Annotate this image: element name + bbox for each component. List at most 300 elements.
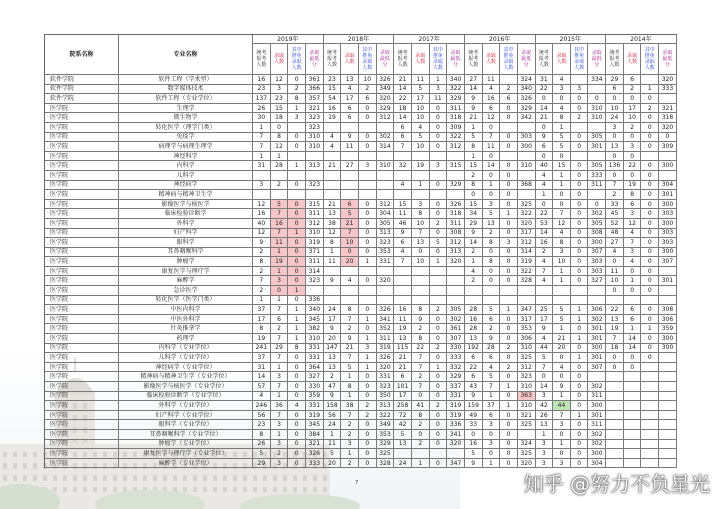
value-cell-applicants: 0 — [536, 94, 554, 104]
value-cell-admitted: 4 — [341, 276, 359, 286]
value-cell-exempt-admitted: 1 — [288, 286, 306, 296]
value-cell-exempt-admitted — [359, 286, 377, 296]
value-cell-admitted: 2 — [271, 324, 289, 334]
value-cell-min-score: 331 — [306, 353, 324, 363]
value-cell-admitted: 3 — [553, 420, 571, 430]
value-cell-exempt-admitted — [641, 152, 659, 162]
value-cell-applicants: 9 — [394, 229, 412, 239]
value-cell-exempt-admitted: 0 — [571, 219, 589, 229]
value-cell-admitted: 2 — [341, 324, 359, 334]
value-cell-exempt-admitted: 2 — [359, 411, 377, 421]
value-cell-min-score: 305 — [588, 133, 606, 143]
value-cell-min-score: 308 — [447, 229, 465, 239]
value-cell-min-score: 301 — [588, 334, 606, 344]
value-cell-min-score: 328 — [518, 276, 536, 286]
value-cell-exempt-admitted: 0 — [571, 104, 589, 114]
value-cell-exempt-admitted: 0 — [359, 133, 377, 143]
value-cell-exempt-admitted — [430, 276, 448, 286]
value-cell-min-score: 325 — [518, 420, 536, 430]
value-cell-min-score: 323 — [377, 238, 395, 248]
value-cell-applicants: 5 — [536, 353, 554, 363]
value-cell-admitted — [624, 449, 642, 459]
value-cell-applicants — [394, 267, 412, 277]
value-cell-admitted — [412, 296, 430, 306]
value-cell-admitted: 0 — [483, 123, 501, 133]
value-cell-exempt-admitted: 0 — [641, 190, 659, 200]
value-cell-applicants: 18 — [394, 104, 412, 114]
value-cell-min-score: 320 — [377, 276, 395, 286]
value-cell-min-score — [377, 296, 395, 306]
value-cell-exempt-admitted: 1 — [571, 305, 589, 315]
value-cell-applicants: 38 — [324, 219, 342, 229]
value-cell-applicants: 6 — [536, 142, 554, 152]
value-cell-admitted — [553, 286, 571, 296]
value-cell-admitted: 3 — [624, 209, 642, 219]
value-cell-min-score — [588, 286, 606, 296]
value-cell-exempt-admitted: 1 — [288, 305, 306, 315]
value-cell-applicants: 13 — [324, 363, 342, 373]
value-cell-applicants: 28 — [465, 324, 483, 334]
value-cell-exempt-admitted: 0 — [641, 113, 659, 123]
value-cell-applicants: 25 — [536, 305, 554, 315]
value-cell-min-score — [518, 190, 536, 200]
value-cell-exempt-admitted — [359, 296, 377, 306]
value-cell-applicants: 16 — [394, 305, 412, 315]
value-cell-applicants: 57 — [253, 382, 271, 392]
value-cell-min-score: 326 — [447, 200, 465, 210]
major-cell: 免疫学 — [119, 133, 253, 143]
value-cell-exempt-admitted: 0 — [430, 411, 448, 421]
value-cell-min-score: 320 — [518, 459, 536, 469]
value-cell-applicants: 9 — [536, 324, 554, 334]
value-cell-exempt-admitted — [571, 152, 589, 162]
value-cell-min-score — [447, 449, 465, 459]
value-cell-applicants: 33 — [465, 420, 483, 430]
value-cell-exempt-admitted: 0 — [359, 459, 377, 469]
value-cell-exempt-admitted: 0 — [571, 209, 589, 219]
value-cell-min-score — [518, 171, 536, 181]
value-cell-exempt-admitted: 0 — [288, 353, 306, 363]
value-cell-applicants: 17 — [324, 315, 342, 325]
value-cell-admitted: 3 — [624, 142, 642, 152]
value-cell-min-score — [659, 363, 677, 373]
major-header: 专业名称 — [119, 35, 253, 75]
value-cell-min-score: 301 — [659, 190, 677, 200]
value-cell-exempt-admitted — [359, 152, 377, 162]
value-cell-applicants: 158 — [324, 401, 342, 411]
value-cell-exempt-admitted: 2 — [430, 344, 448, 354]
value-cell-exempt-admitted: 0 — [500, 133, 518, 143]
major-cell: 肿瘤学 — [119, 257, 253, 267]
value-cell-applicants: 22 — [536, 209, 554, 219]
value-cell-admitted: 3 — [271, 420, 289, 430]
value-cell-applicants: 8 — [253, 257, 271, 267]
value-cell-applicants: 14 — [465, 238, 483, 248]
value-cell-applicants: 4 — [394, 248, 412, 258]
value-cell-admitted: 6 — [483, 353, 501, 363]
value-cell-min-score: 331 — [377, 372, 395, 382]
value-cell-admitted: 0 — [553, 449, 571, 459]
value-cell-exempt-admitted: 2 — [430, 401, 448, 411]
value-cell-admitted: 8 — [412, 411, 430, 421]
dept-cell: 医学院 — [45, 104, 119, 114]
value-cell-exempt-admitted: 0 — [288, 449, 306, 459]
value-cell-applicants: 11 — [394, 209, 412, 219]
value-cell-min-score: 361 — [447, 324, 465, 334]
value-cell-exempt-admitted: 0 — [430, 133, 448, 143]
value-cell-min-score: 312 — [306, 219, 324, 229]
sub-header-applicants: 统考报考人数 — [606, 44, 624, 75]
value-cell-exempt-admitted: 0 — [288, 276, 306, 286]
value-cell-min-score: 345 — [306, 420, 324, 430]
value-cell-exempt-admitted: 2 — [500, 85, 518, 95]
value-cell-applicants — [465, 286, 483, 296]
value-cell-applicants — [394, 276, 412, 286]
value-cell-exempt-admitted: 0 — [571, 229, 589, 239]
value-cell-exempt-admitted: 11 — [430, 94, 448, 104]
value-cell-exempt-admitted: 0 — [359, 305, 377, 315]
value-cell-exempt-admitted: 8 — [288, 94, 306, 104]
value-cell-min-score — [659, 411, 677, 421]
value-cell-applicants: 9 — [324, 276, 342, 286]
value-cell-applicants: 18 — [606, 344, 624, 354]
value-cell-applicants: 7 — [253, 276, 271, 286]
value-cell-min-score: 300 — [588, 238, 606, 248]
value-cell-min-score: 326 — [306, 449, 324, 459]
value-cell-exempt-admitted: 0 — [571, 171, 589, 181]
value-cell-applicants: 13 — [394, 440, 412, 450]
value-cell-exempt-admitted: 0 — [641, 94, 659, 104]
value-cell-min-score — [447, 171, 465, 181]
value-cell-min-score: 313 — [377, 229, 395, 239]
value-cell-exempt-admitted: 0 — [430, 123, 448, 133]
value-cell-admitted: 0 — [553, 372, 571, 382]
value-cell-min-score: 320 — [659, 123, 677, 133]
value-cell-min-score — [306, 190, 324, 200]
dept-cell: 医学院 — [45, 420, 119, 430]
value-cell-exempt-admitted: 0 — [500, 353, 518, 363]
value-cell-min-score: 300 — [659, 161, 677, 171]
value-cell-min-score: 310 — [518, 401, 536, 411]
dept-cell: 医学院 — [45, 181, 119, 191]
value-cell-min-score: 311 — [377, 334, 395, 344]
value-cell-admitted: 12 — [624, 219, 642, 229]
value-cell-applicants: 0 — [465, 430, 483, 440]
value-cell-min-score: 310 — [306, 133, 324, 143]
value-cell-applicants: 7 — [606, 181, 624, 191]
value-cell-applicants: 192 — [465, 344, 483, 354]
value-cell-admitted: 9 — [341, 334, 359, 344]
value-cell-exempt-admitted: 0 — [430, 142, 448, 152]
value-cell-applicants: 22 — [465, 363, 483, 373]
value-cell-min-score: 317 — [518, 315, 536, 325]
dept-header: 院系名称 — [45, 35, 119, 75]
value-cell-admitted: 1 — [553, 324, 571, 334]
sub-header-min-score: 录取最低分 — [518, 44, 536, 75]
value-cell-applicants: 8 — [253, 324, 271, 334]
value-cell-admitted: 29 — [271, 344, 289, 354]
value-cell-applicants: 17 — [394, 392, 412, 402]
value-cell-exempt-admitted: 0 — [641, 334, 659, 344]
value-cell-exempt-admitted: 0 — [430, 382, 448, 392]
dept-cell: 医学院 — [45, 161, 119, 171]
value-cell-min-score: 305 — [588, 161, 606, 171]
value-cell-exempt-admitted: 0 — [288, 133, 306, 143]
value-cell-admitted: 1 — [483, 459, 501, 469]
value-cell-min-score: 314 — [518, 248, 536, 258]
major-cell: 康复医学与理疗学（专业学位） — [119, 449, 253, 459]
value-cell-exempt-admitted: 0 — [500, 190, 518, 200]
value-cell-exempt-admitted — [288, 171, 306, 181]
value-cell-exempt-admitted: 0 — [500, 449, 518, 459]
value-cell-min-score: 321 — [518, 411, 536, 421]
value-cell-exempt-admitted: 0 — [359, 440, 377, 450]
sub-header-admitted: 录取人数 — [553, 44, 571, 75]
sub-header-applicants: 统考报考人数 — [536, 44, 554, 75]
value-cell-min-score: 322 — [447, 85, 465, 95]
dept-cell: 医学院 — [45, 200, 119, 210]
value-cell-exempt-admitted: 1 — [641, 85, 659, 95]
value-cell-admitted — [483, 286, 501, 296]
sub-header-exempt-admitted: 其中推免录取人数 — [571, 44, 589, 75]
sub-header-applicants: 统考报考人数 — [253, 44, 271, 75]
value-cell-admitted — [412, 152, 430, 162]
value-cell-admitted: 6 — [624, 75, 642, 85]
value-cell-min-score: 302 — [588, 382, 606, 392]
value-cell-exempt-admitted: 0 — [571, 382, 589, 392]
value-cell-applicants: 22 — [606, 305, 624, 315]
value-cell-min-score: 312 — [518, 363, 536, 373]
value-cell-min-score: 341 — [447, 430, 465, 440]
value-cell-admitted: 6 — [341, 104, 359, 114]
value-cell-min-score: 309 — [659, 142, 677, 152]
value-cell-min-score — [659, 420, 677, 430]
value-cell-min-score: 325 — [518, 200, 536, 210]
value-cell-min-score: 359 — [659, 324, 677, 334]
value-cell-applicants: 0 — [606, 286, 624, 296]
value-cell-min-score: 341 — [377, 315, 395, 325]
value-cell-applicants: 1 — [536, 430, 554, 440]
value-cell-admitted: 2 — [341, 420, 359, 430]
value-cell-applicants: 22 — [536, 85, 554, 95]
value-cell-min-score — [377, 181, 395, 191]
value-cell-exempt-admitted: 0 — [500, 276, 518, 286]
value-cell-applicants: 6 — [394, 238, 412, 248]
value-cell-exempt-admitted: 0 — [359, 449, 377, 459]
value-cell-admitted: 5 — [412, 85, 430, 95]
value-cell-admitted: 20 — [341, 257, 359, 267]
value-cell-applicants: 5 — [465, 449, 483, 459]
value-cell-admitted — [624, 420, 642, 430]
value-cell-applicants: 3 — [253, 181, 271, 191]
value-cell-applicants: 13 — [394, 334, 412, 344]
value-cell-admitted: 12 — [483, 113, 501, 123]
value-cell-exempt-admitted: 0 — [359, 392, 377, 402]
value-cell-admitted: 5 — [271, 200, 289, 210]
value-cell-min-score: 310 — [588, 113, 606, 123]
value-cell-min-score — [588, 296, 606, 306]
value-cell-applicants: 16 — [253, 209, 271, 219]
value-cell-applicants: 12 — [253, 229, 271, 239]
value-cell-min-score: 305 — [588, 219, 606, 229]
value-cell-admitted: 4 — [553, 229, 571, 239]
value-cell-min-score: 323 — [306, 276, 324, 286]
value-cell-applicants: 54 — [324, 94, 342, 104]
value-cell-min-score — [659, 353, 677, 363]
value-cell-admitted: 12 — [271, 75, 289, 85]
value-cell-min-score: 319 — [306, 411, 324, 421]
value-cell-exempt-admitted: 0 — [288, 363, 306, 373]
major-cell: 影像医学与核医学 — [119, 200, 253, 210]
value-cell-exempt-admitted: 0 — [500, 324, 518, 334]
value-cell-min-score: 310 — [518, 161, 536, 171]
value-cell-applicants: 10 — [606, 276, 624, 286]
value-cell-applicants: 34 — [465, 209, 483, 219]
year-header-2015: 2015年 — [536, 35, 607, 44]
value-cell-applicants: 14 — [536, 382, 554, 392]
value-cell-admitted: 7 — [271, 353, 289, 363]
value-cell-min-score — [518, 286, 536, 296]
value-cell-applicants — [324, 286, 342, 296]
value-cell-min-score: 0 — [659, 133, 677, 143]
value-cell-admitted: 22 — [624, 161, 642, 171]
dept-cell: 医学院 — [45, 171, 119, 181]
value-cell-applicants: 9 — [465, 229, 483, 239]
dept-cell: 医学院 — [45, 229, 119, 239]
value-cell-admitted: 5 — [553, 142, 571, 152]
value-cell-min-score: 320 — [447, 440, 465, 450]
value-cell-applicants: 72 — [394, 411, 412, 421]
value-cell-admitted: 2 — [483, 229, 501, 239]
major-cell: 转化医学（医学门类） — [119, 296, 253, 306]
value-cell-exempt-admitted: 0 — [430, 324, 448, 334]
value-cell-exempt-admitted: 3 — [571, 85, 589, 95]
value-cell-exempt-admitted — [571, 123, 589, 133]
value-cell-admitted: 22 — [412, 344, 430, 354]
value-cell-admitted: 12 — [553, 219, 571, 229]
value-cell-exempt-admitted: 0 — [500, 161, 518, 171]
value-cell-exempt-admitted — [571, 286, 589, 296]
value-cell-exempt-admitted: 0 — [288, 181, 306, 191]
value-cell-min-score — [518, 152, 536, 162]
value-cell-min-score — [659, 401, 677, 411]
value-cell-min-score: 312 — [377, 113, 395, 123]
value-cell-admitted: 11 — [483, 75, 501, 85]
value-cell-min-score: 314 — [377, 142, 395, 152]
dept-cell: 医学院 — [45, 315, 119, 325]
value-cell-applicants: 16 — [465, 440, 483, 450]
value-cell-min-score — [518, 430, 536, 440]
value-cell-admitted: 0 — [271, 286, 289, 296]
value-cell-exempt-admitted: 2 — [500, 344, 518, 354]
value-cell-exempt-admitted: 3 — [430, 85, 448, 95]
value-cell-admitted: 0 — [624, 353, 642, 363]
value-cell-applicants — [606, 430, 624, 440]
value-cell-min-score: 322 — [447, 133, 465, 143]
value-cell-exempt-admitted: 0 — [641, 238, 659, 248]
value-cell-admitted: 1 — [271, 248, 289, 258]
major-cell: 转化医学（理学门类） — [119, 123, 253, 133]
value-cell-min-score — [518, 123, 536, 133]
value-cell-min-score: 314 — [306, 267, 324, 277]
value-cell-exempt-admitted: 0 — [500, 142, 518, 152]
dept-cell: 医学院 — [45, 152, 119, 162]
value-cell-exempt-admitted: 0 — [571, 133, 589, 143]
value-cell-applicants: 6 — [606, 85, 624, 95]
value-cell-admitted: 0 — [624, 133, 642, 143]
value-cell-exempt-admitted: 0 — [430, 248, 448, 258]
value-cell-applicants: 2 — [536, 248, 554, 258]
value-cell-admitted: 19 — [624, 181, 642, 191]
value-cell-exempt-admitted: 0 — [641, 219, 659, 229]
value-cell-exempt-admitted: 0 — [359, 276, 377, 286]
value-cell-applicants: 24 — [606, 113, 624, 123]
value-cell-admitted: 0 — [483, 248, 501, 258]
value-cell-exempt-admitted: 1 — [500, 209, 518, 219]
value-cell-exempt-admitted: 1 — [359, 334, 377, 344]
value-cell-exempt-admitted: 0 — [359, 430, 377, 440]
value-cell-min-score: 301 — [588, 324, 606, 334]
value-cell-applicants: 15 — [465, 161, 483, 171]
value-cell-exempt-admitted: 0 — [641, 248, 659, 258]
value-cell-min-score: 301 — [588, 411, 606, 421]
major-cell: 临床检验诊断学（专业学位） — [119, 392, 253, 402]
value-cell-exempt-admitted — [641, 401, 659, 411]
value-cell-min-score — [659, 449, 677, 459]
value-cell-applicants: 7 — [606, 334, 624, 344]
major-cell: 精神病与精神卫生学（专业学位） — [119, 372, 253, 382]
value-cell-min-score: 329 — [447, 181, 465, 191]
value-cell-applicants: 40 — [536, 161, 554, 171]
value-cell-exempt-admitted: 2 — [430, 219, 448, 229]
value-cell-exempt-admitted: 1 — [430, 75, 448, 85]
value-cell-admitted: 11 — [271, 238, 289, 248]
value-cell-applicants: 4 — [536, 276, 554, 286]
value-cell-admitted: 7 — [553, 411, 571, 421]
value-cell-applicants: 4 — [394, 181, 412, 191]
value-cell-applicants: 4 — [536, 181, 554, 191]
value-cell-exempt-admitted: 0 — [288, 75, 306, 85]
value-cell-exempt-admitted: 0 — [430, 229, 448, 239]
value-cell-min-score: 327 — [306, 372, 324, 382]
value-cell-admitted — [624, 296, 642, 306]
sub-header-admitted: 录取人数 — [483, 44, 501, 75]
value-cell-admitted: 21 — [553, 334, 571, 344]
value-cell-exempt-admitted — [500, 75, 518, 85]
value-cell-applicants: 16 — [324, 104, 342, 114]
value-cell-admitted: 10 — [412, 142, 430, 152]
value-cell-admitted: 23 — [271, 94, 289, 104]
major-cell: 软件工程（学术型） — [119, 75, 253, 85]
value-cell-min-score: 352 — [377, 324, 395, 334]
value-cell-admitted: 2 — [624, 85, 642, 95]
value-cell-applicants: 17 — [253, 315, 271, 325]
dept-cell: 医学院 — [45, 276, 119, 286]
value-cell-applicants — [324, 190, 342, 200]
value-cell-applicants: 29 — [465, 219, 483, 229]
value-cell-applicants: 9 — [324, 392, 342, 402]
value-cell-min-score: 302 — [588, 209, 606, 219]
value-cell-applicants — [606, 440, 624, 450]
value-cell-min-score: 0 — [588, 200, 606, 210]
value-cell-min-score: 336 — [306, 296, 324, 306]
sub-header-exempt-admitted: 其中推免录取人数 — [359, 44, 377, 75]
value-cell-min-score: 349 — [377, 85, 395, 95]
value-cell-applicants: 21 — [394, 75, 412, 85]
sub-header-exempt-admitted: 其中推免录取人数 — [430, 44, 448, 75]
value-cell-exempt-admitted — [571, 296, 589, 306]
value-cell-exempt-admitted: 0 — [500, 392, 518, 402]
